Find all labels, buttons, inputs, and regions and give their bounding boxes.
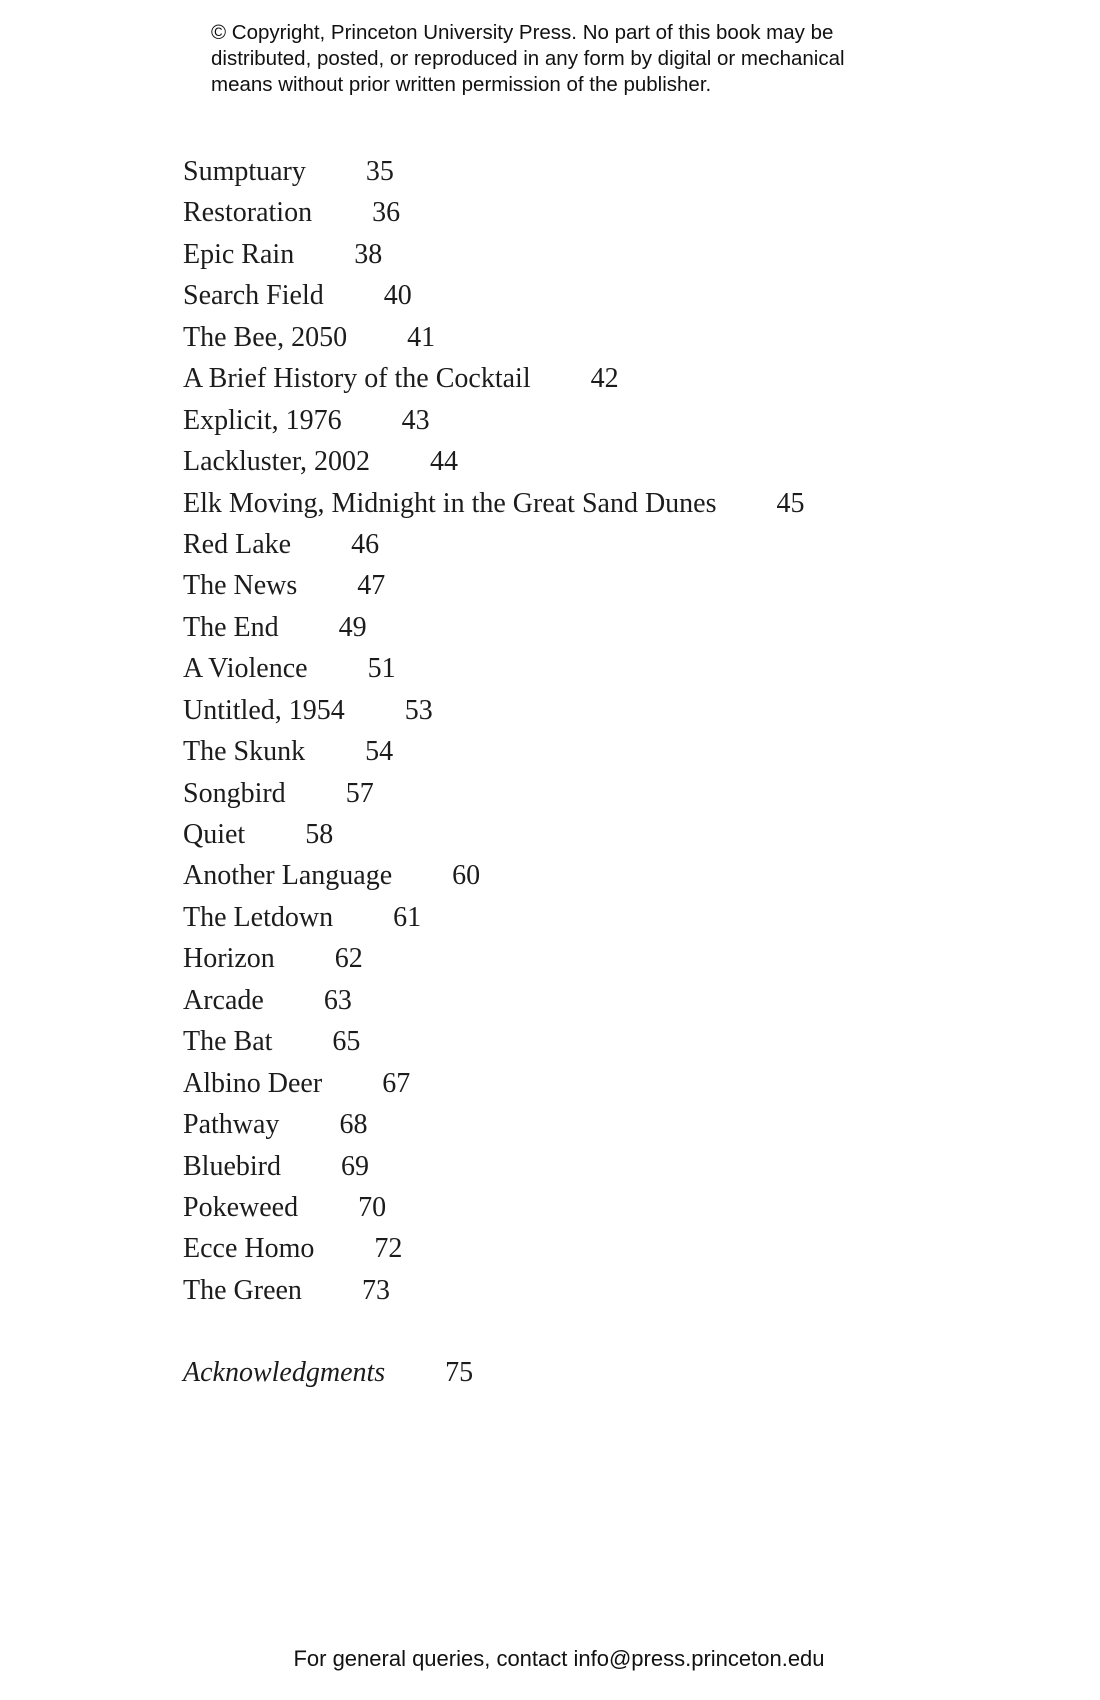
toc-entry bbox=[183, 192, 805, 233]
toc-entry bbox=[183, 358, 805, 399]
toc-entry bbox=[183, 234, 805, 275]
toc-entry-title: The News bbox=[183, 570, 298, 602]
toc-entry-page: 38 bbox=[354, 238, 383, 270]
toc-entry-title: The Green bbox=[183, 1274, 302, 1306]
toc-entry bbox=[183, 814, 805, 855]
toc-entry-title: Pathway bbox=[183, 1109, 280, 1141]
toc-entry-title: Sumptuary bbox=[183, 156, 306, 187]
toc-entry-title: Ecce Homo bbox=[183, 1233, 315, 1265]
toc-entry bbox=[183, 524, 805, 565]
toc-entry-title: Songbird bbox=[183, 777, 286, 809]
toc-entry-page: 65 bbox=[332, 1026, 361, 1058]
toc-entry-page: 41 bbox=[407, 321, 436, 353]
copyright-line: distributed, posted, or reproduced in any form by digital or mechanical bbox=[211, 47, 845, 70]
toc-entry bbox=[183, 773, 805, 814]
toc-entry-page: 68 bbox=[339, 1109, 368, 1141]
toc-entry-page: 73 bbox=[361, 1274, 390, 1306]
toc-entry-title: Untitled, 1954 bbox=[183, 694, 345, 726]
toc-entry-title: Elk Moving, Midnight in the Great Sand Dunes bbox=[183, 487, 717, 519]
copyright-notice bbox=[211, 20, 931, 98]
table-of-contents bbox=[183, 151, 805, 1311]
toc-entry bbox=[183, 1228, 805, 1269]
toc-entry-page: 42 bbox=[590, 363, 619, 395]
toc-entry-page: 40 bbox=[383, 280, 412, 312]
toc-entry-page: 47 bbox=[357, 570, 386, 602]
toc-entry-page: 63 bbox=[323, 984, 352, 1016]
toc-entry-title: A Brief History of the Cocktail bbox=[183, 363, 531, 395]
toc-entry-title: Lackluster, 2002 bbox=[183, 446, 371, 478]
toc-entry-page: 70 bbox=[358, 1191, 387, 1223]
toc-entry-page: 67 bbox=[382, 1067, 411, 1099]
toc-entry-page: 61 bbox=[393, 901, 422, 933]
toc-entry-title: Another Language bbox=[183, 860, 393, 892]
toc-entry-page: 60 bbox=[452, 860, 481, 892]
toc-entry-title: Arcade bbox=[183, 984, 264, 1016]
copyright-line: means without prior written permission of the publisher. bbox=[211, 73, 712, 96]
toc-entry-page: 35 bbox=[365, 156, 394, 187]
toc-entry-page: 43 bbox=[401, 404, 430, 436]
footer-text: For general queries, contact info@press.princeton.edu bbox=[293, 1646, 825, 1671]
toc-entry-page: 53 bbox=[404, 694, 433, 726]
toc-entry-title: Pokeweed bbox=[183, 1191, 299, 1223]
toc-entry-page: 62 bbox=[334, 943, 363, 975]
toc-entry bbox=[183, 938, 805, 979]
toc-entry bbox=[183, 565, 805, 606]
toc-entry-title: Restoration bbox=[183, 197, 313, 229]
toc-entry bbox=[183, 317, 805, 358]
toc-entry-page: 44 bbox=[430, 446, 459, 478]
toc-entry-page: 49 bbox=[338, 611, 367, 643]
toc-entry bbox=[183, 1270, 805, 1311]
toc-entry-title: Horizon bbox=[183, 943, 275, 975]
toc-entry-page: 72 bbox=[374, 1233, 403, 1265]
toc-entry-title: Red Lake bbox=[183, 528, 292, 560]
toc-entry-title: The End bbox=[183, 611, 279, 643]
toc-entry-acknowledgments bbox=[183, 1352, 473, 1393]
toc-entry bbox=[183, 151, 805, 192]
toc-entry-title: Albino Deer bbox=[183, 1067, 323, 1099]
toc-entry bbox=[183, 1021, 805, 1062]
toc-entry bbox=[183, 855, 805, 896]
toc-entry bbox=[183, 607, 805, 648]
toc-entry bbox=[183, 1146, 805, 1187]
footer-contact bbox=[0, 1645, 1100, 1673]
toc-entry bbox=[183, 731, 805, 772]
copyright-line: © Copyright, Princeton University Press. No part of this book may be bbox=[211, 21, 834, 44]
toc-entry-page: 69 bbox=[341, 1150, 369, 1182]
toc-entry-title: The Letdown bbox=[183, 901, 334, 933]
toc-entry bbox=[183, 690, 805, 731]
toc-entry-page: 45 bbox=[776, 487, 805, 519]
toc-entry-title: Explicit, 1976 bbox=[183, 404, 342, 436]
toc-entry-title: Quiet bbox=[183, 819, 246, 850]
toc-entry-page: 46 bbox=[351, 528, 380, 560]
toc-entry-title: Acknowledgments bbox=[183, 1357, 386, 1388]
toc-entry-title: A Violence bbox=[183, 653, 308, 685]
toc-entry-title: Epic Rain bbox=[183, 238, 295, 270]
toc-entry-title: Bluebird bbox=[183, 1150, 281, 1182]
toc-entry bbox=[183, 400, 805, 441]
toc-entry-page: 58 bbox=[305, 819, 334, 850]
toc-entry bbox=[183, 980, 805, 1021]
toc-entry-page: 75 bbox=[445, 1357, 474, 1388]
toc-entry-page: 36 bbox=[372, 197, 401, 229]
toc-entry bbox=[183, 441, 805, 482]
toc-entry-title: The Bee, 2050 bbox=[183, 321, 348, 353]
toc-entry bbox=[183, 897, 805, 938]
toc-entry-title: The Skunk bbox=[183, 736, 306, 768]
toc-entry bbox=[183, 483, 805, 524]
toc-entry-page: 51 bbox=[367, 653, 396, 685]
toc-entry-title: The Bat bbox=[183, 1026, 273, 1058]
toc-entry-page: 54 bbox=[365, 736, 394, 768]
toc-entry bbox=[183, 1187, 805, 1228]
toc-entry-title: Search Field bbox=[183, 280, 324, 312]
toc-entry bbox=[183, 1104, 805, 1145]
toc-entry bbox=[183, 275, 805, 316]
toc-entry bbox=[183, 1063, 805, 1104]
toc-entry bbox=[183, 648, 805, 689]
toc-entry-page: 57 bbox=[345, 777, 374, 809]
